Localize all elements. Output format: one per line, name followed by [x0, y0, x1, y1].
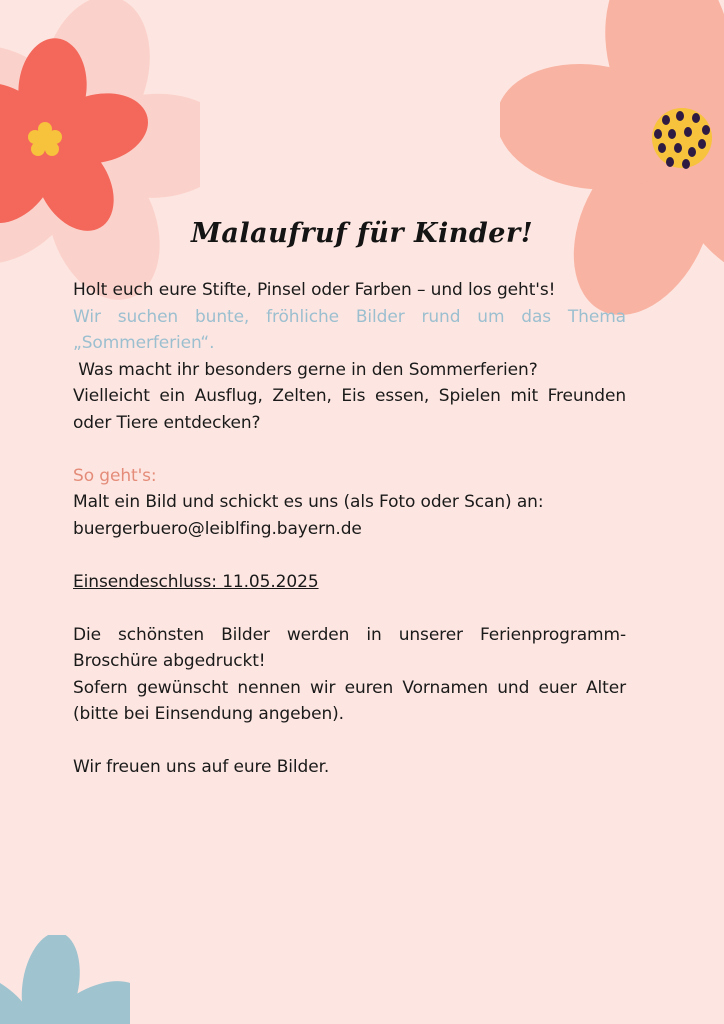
red-flower-decoration: [0, 0, 200, 300]
intro-text: Holt euch eure Stifte, Pinsel oder Farben – und los geht's!: [73, 280, 556, 300]
page-title: Malaufruf für Kinder!: [190, 218, 534, 249]
names-text: Sofern gewünscht nennen wir euren Vornamen und euer Alter (bitte bei Einsendung angeben).: [73, 677, 626, 724]
blue-flower-decoration: [0, 935, 130, 1024]
email-address[interactable]: buergerbuero@leiblfing.bayern.de: [73, 518, 362, 539]
body-text: [73, 277, 626, 781]
howto-text: Malt ein Bild und schickt es uns (als Foto oder Scan) an:: [73, 492, 544, 512]
closing-text: Wir freuen uns auf eure Bilder.: [73, 757, 330, 777]
question-text: Was macht ihr besonders gerne in den Sommerferien?: [73, 359, 538, 380]
howto-heading: So geht's:: [73, 465, 157, 486]
theme-text: Wir suchen bunte, fröhliche Bilder rund um das Thema „Sommerferien“.: [73, 306, 626, 353]
deadline-text: Einsendeschluss: 11.05.2025: [73, 571, 319, 592]
ideas-text: Vielleicht ein Ausflug, Zelten, Eis essen, Spielen mit Freunden oder Tiere entdecken?: [73, 386, 626, 433]
print-text: Die schönsten Bilder werden in unserer Ferienprogramm-Broschüre abgedruckt!: [73, 624, 626, 671]
